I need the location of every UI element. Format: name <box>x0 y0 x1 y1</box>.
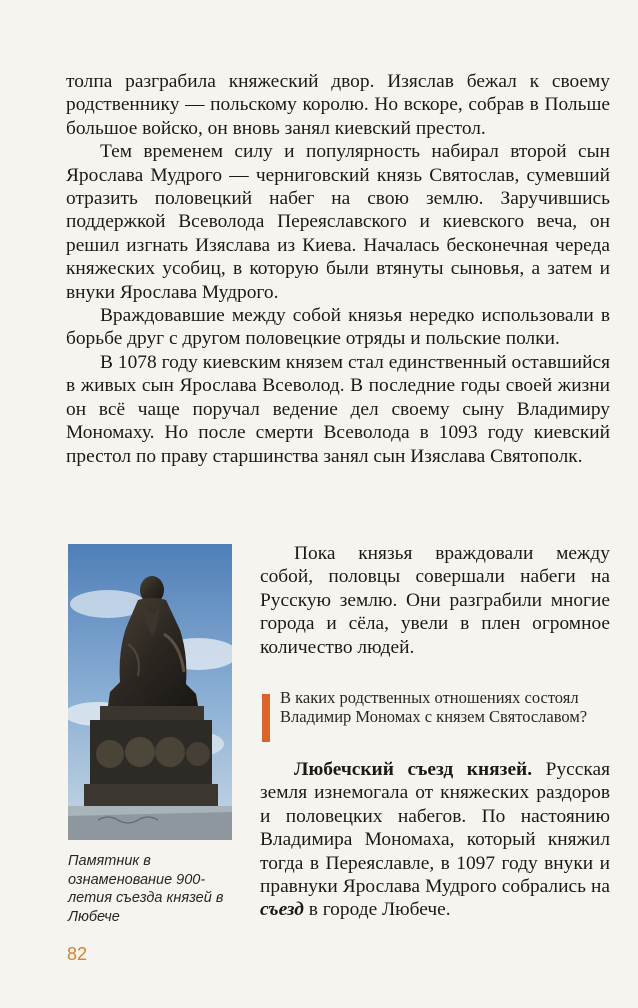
photo-caption: Памятник в ознаменование 900-летия съезда князей в Любече <box>68 853 224 925</box>
monument-photo <box>68 544 232 840</box>
section-lubech <box>260 758 610 922</box>
paragraph-2: Тем временем силу и популярность набирал второй сын Ярослава Мудрого — черниговский князь Святослав, сумевший отразить половецкий набег на свою землю. Заручившись поддержкой Всеволода Переяславского и киевского веча, он решил изгнать Изяслава из Киева. Началась бесконечная череда княжеских усобиц, в которую были втянуты сыновья, а затем и внуки Ярослава Мудрого. <box>66 141 610 303</box>
paragraph-6 <box>260 758 610 922</box>
side-text <box>260 542 610 659</box>
monument-image <box>68 544 232 840</box>
paragraph-3: Враждовавшие между собой князья нередко использовали в борьбе друг с другом половецкие отряды и польские полки. <box>66 305 610 350</box>
paragraph-5: Пока князья враждовали между собой, половцы совершали набеги на Русскую землю. Они разграбили многие города и сёла, увели в плен огромное количество людей. <box>260 543 610 658</box>
page-number: 82 <box>67 944 88 964</box>
review-question: В каких родственных отношениях состоял Владимир Мономах с князем Святославом? <box>280 688 588 726</box>
key-term: съезд <box>260 899 304 921</box>
paragraph-4: В 1078 году киевским князем стал единственный оставшийся в живых сын Ярослава Всеволод. В последние годы своей жизни он всё чаще поручал ведение дел своему сыну Владимиру Мономаху. Но после смерти Всеволода в 1093 году киевский престол по праву старшинства занял сын Изяслава Святополк. <box>66 351 610 467</box>
main-text-top <box>66 70 610 468</box>
paragraph-6-text-a: Русская земля изнемогала от княжеских раздоров и половецких набегов. По настоянию Владимира Мономаха, который княжил тогда в Переяславле, в 1097 году внуки и правнуки Ярослава Мудрого собрались на <box>260 759 610 898</box>
paragraph-1: толпа разграбила княжеский двор. Изяслав бежал к своему родственнику — польскому королю. Но вскоре, собрав в Польше большое войско, он вновь занял киевский престол. <box>66 71 610 139</box>
section-heading: Любечский съезд князей. <box>294 759 533 780</box>
paragraph-6-text-b: в городе Любече. <box>303 899 451 921</box>
